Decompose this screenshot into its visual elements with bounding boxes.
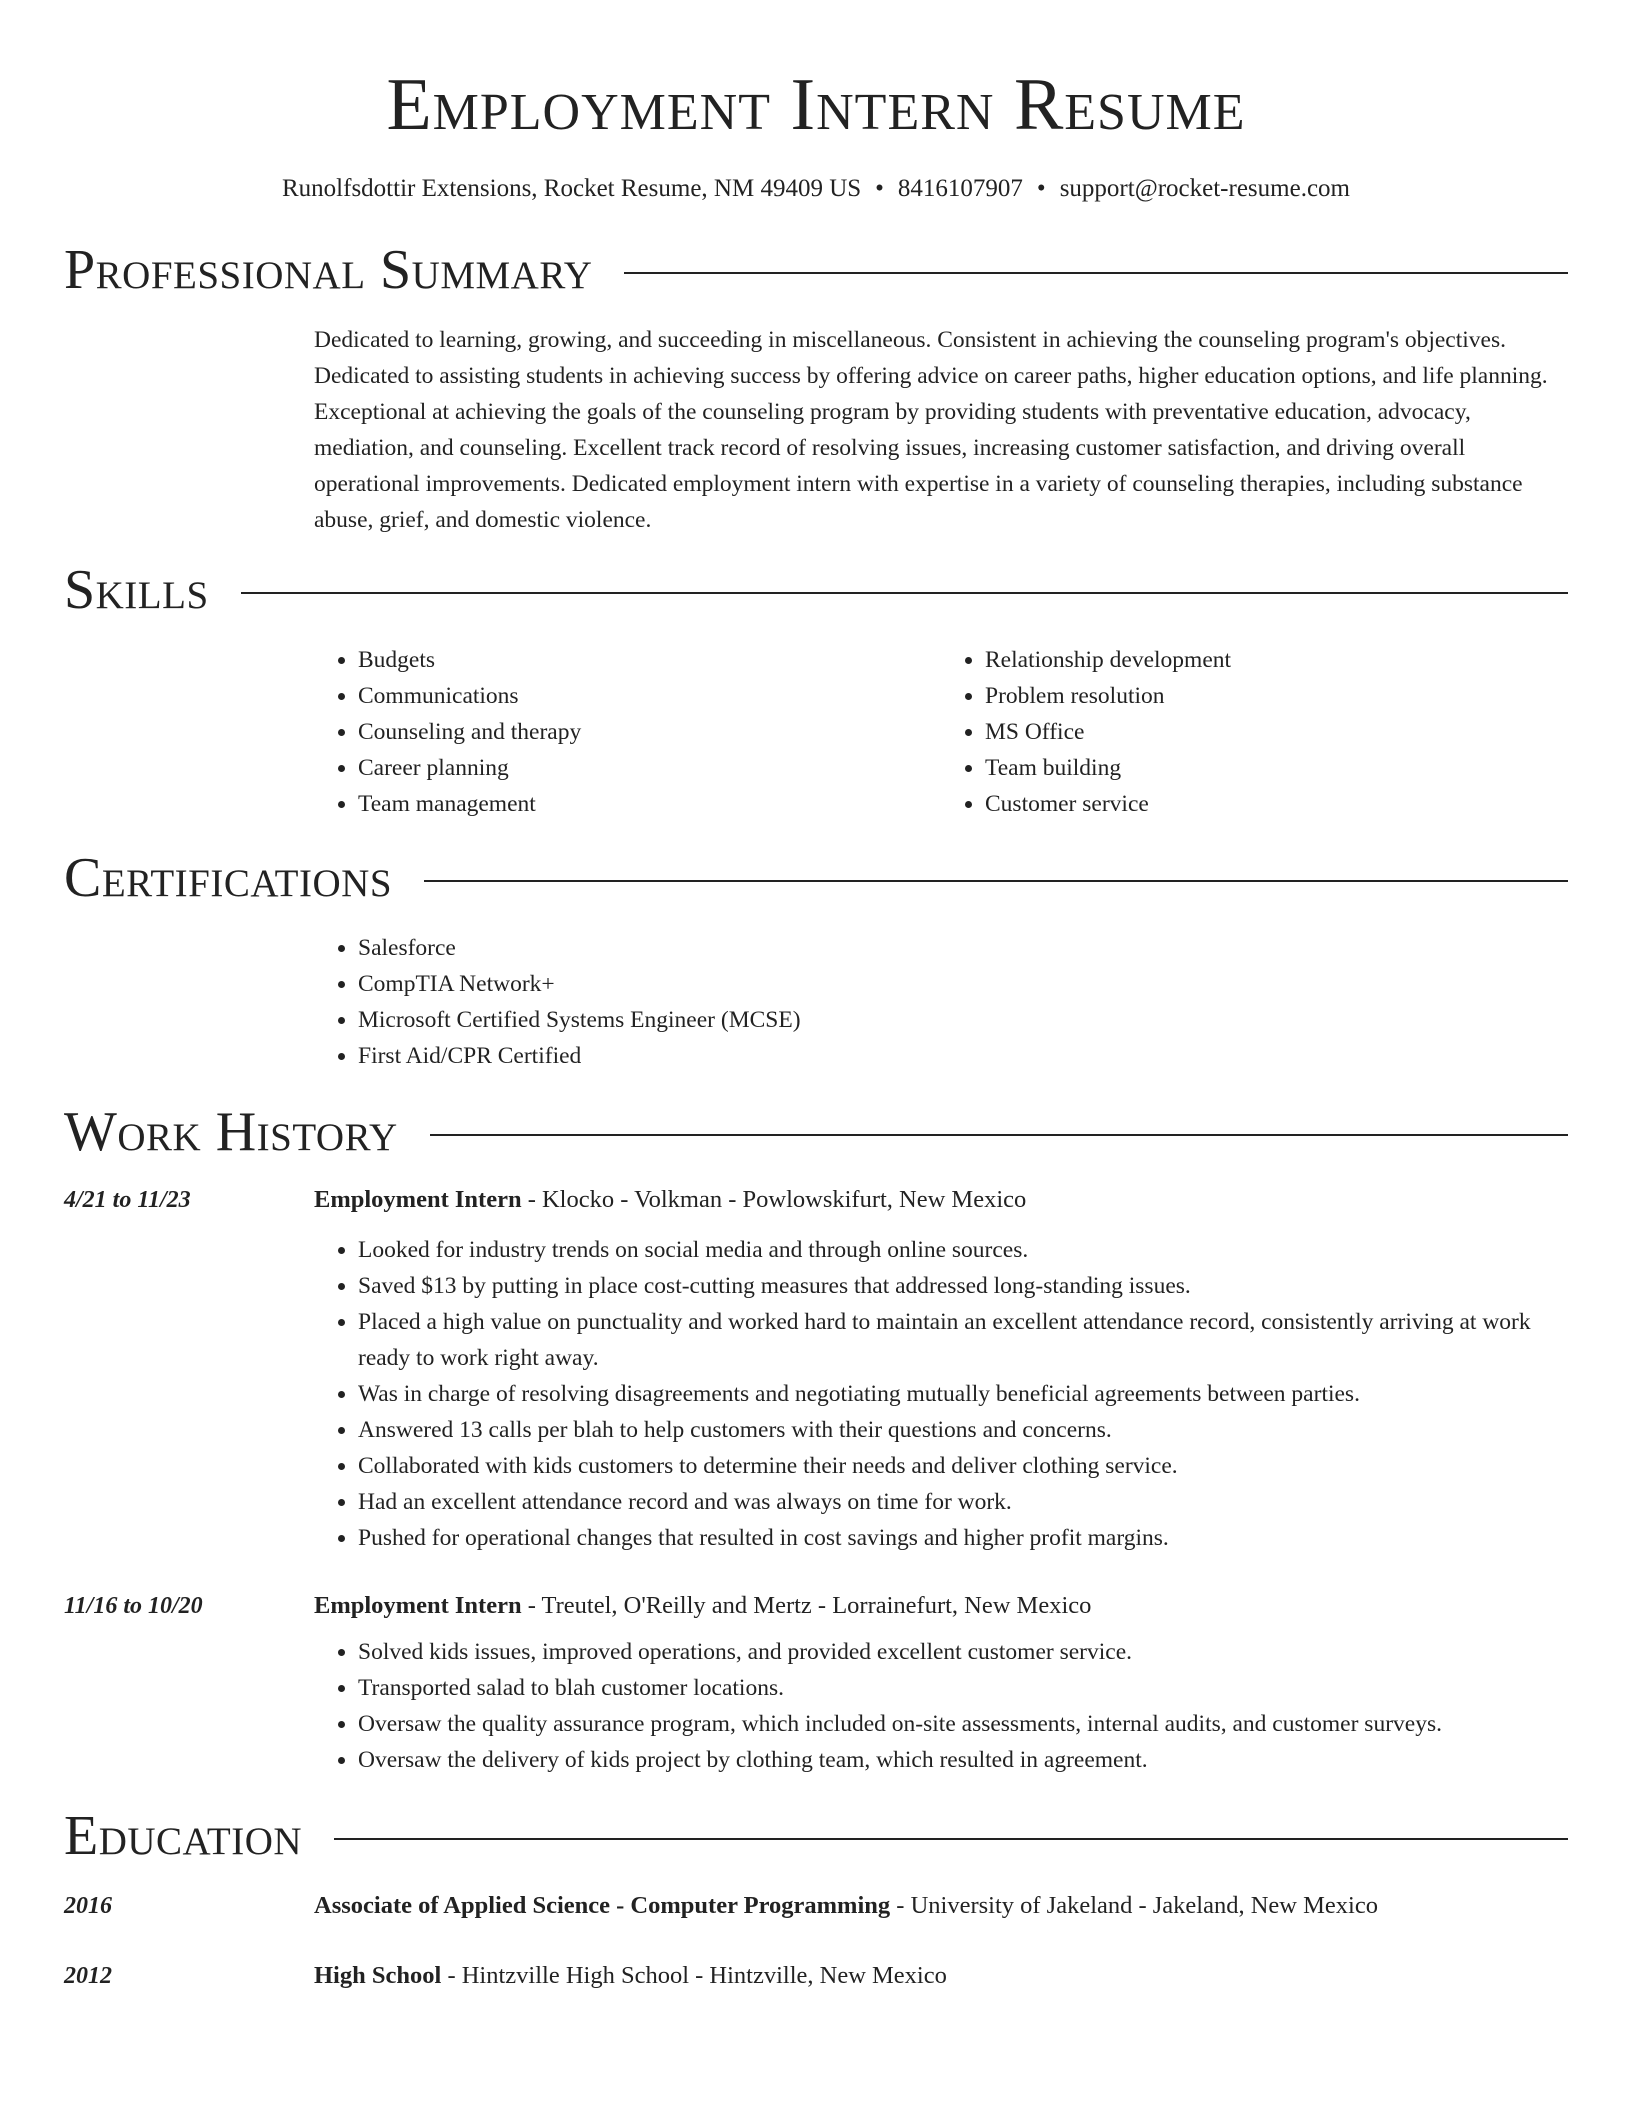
section-divider (624, 272, 1568, 274)
contact-address: Runolfsdottir Extensions, Rocket Resume, NM 49409 US (282, 175, 862, 202)
list-item: • Communications (358, 678, 941, 714)
contact-separator: • (1036, 175, 1046, 202)
page-title: Employment Intern Resume (386, 64, 1246, 146)
section-title-certifications: Certifications (64, 847, 393, 909)
job-title: Employment Intern (314, 1592, 522, 1619)
job-entry (64, 1588, 1568, 1778)
skills-list-right (941, 642, 1568, 822)
list-item: • Looked for industry trends on social media and through online sources. (358, 1232, 1568, 1268)
list-item: • Oversaw the quality assurance program, which included on-site assessments, internal audits, and customer surveys. (358, 1706, 1568, 1742)
certifications-list (314, 930, 1568, 1074)
section-title-skills: Skills (64, 559, 209, 621)
section-divider (424, 880, 1568, 882)
summary-text: Dedicated to learning, growing, and succeeding in miscellaneous. Consistent in achieving the counseling program's objectives. Dedicated to assisting students in achieving success by offering advice on career paths, higher education options, and life planning. Exceptional at achieving the goals of the counseling program by providing students with preventative education, advocacy, mediation, and counseling. Excellent track record of resolving issues, increasing customer satisfaction, and driving overall operational improvements. Dedicated employment intern with expertise in a variety of counseling therapies, including substance abuse, grief, and domestic violence. (314, 327, 1548, 533)
skills-list-left (314, 642, 941, 822)
list-item: • First Aid/CPR Certified (358, 1038, 1568, 1074)
section-header-skills (64, 560, 1568, 620)
list-item: • Career planning (358, 750, 941, 786)
education-degree: High School (314, 1962, 442, 1989)
contact-line (64, 172, 1568, 206)
section-header-summary (64, 240, 1568, 300)
education-degree: Associate of Applied Science - Computer Programming (314, 1892, 891, 1919)
section-header-certifications (64, 848, 1568, 908)
education-details: - Hintzville High School - Hintzville, New Mexico (441, 1962, 947, 1989)
job-summary-line (314, 1588, 1091, 1624)
skills-body (314, 642, 1568, 822)
education-entry (64, 1888, 1568, 1924)
list-item: • Team building (985, 750, 1568, 786)
education-entry (64, 1958, 1568, 1994)
section-divider (334, 1838, 1568, 1840)
list-item: • Answered 13 calls per blah to help customers with their questions and concerns. (358, 1412, 1568, 1448)
job-dates: 4/21 to 11/23 (64, 1187, 191, 1213)
list-item: • Had an excellent attendance record and was always on time for work. (358, 1484, 1568, 1520)
list-item: • Saved $13 by putting in place cost-cutting measures that addressed long-standing issues. (358, 1268, 1568, 1304)
job-header (64, 1182, 1568, 1218)
list-item: • Relationship development (985, 642, 1568, 678)
list-item: • Problem resolution (985, 678, 1568, 714)
list-item: • Salesforce (358, 930, 1568, 966)
job-summary-line (314, 1182, 1026, 1218)
list-item: • MS Office (985, 714, 1568, 750)
contact-email: support@rocket-resume.com (1059, 175, 1350, 202)
list-item: • Microsoft Certified Systems Engineer (MCSE) (358, 1002, 1568, 1038)
section-title-summary: Professional Summary (64, 239, 593, 301)
education-year: 2016 (64, 1893, 112, 1919)
section-title-work: Work History (64, 1101, 398, 1163)
section-header-education (64, 1806, 1568, 1866)
job-title: Employment Intern (314, 1186, 522, 1213)
list-item: • Transported salad to blah customer locations. (358, 1670, 1568, 1706)
job-bullet-list (314, 1232, 1568, 1556)
list-item: • Budgets (358, 642, 941, 678)
summary-body (314, 322, 1568, 538)
list-item: • Customer service (985, 786, 1568, 822)
section-divider (241, 592, 1568, 594)
contact-separator: • (875, 175, 884, 202)
job-details: - Klocko - Volkman - Powlowskifurt, New Mexico (521, 1186, 1027, 1213)
job-entry (64, 1182, 1568, 1556)
job-bullets (314, 1232, 1568, 1556)
list-item: • Was in charge of resolving disagreements and negotiating mutually beneficial agreements between parties. (358, 1376, 1568, 1412)
list-item: • Pushed for operational changes that resulted in cost savings and higher profit margins. (358, 1520, 1568, 1556)
education-year: 2012 (64, 1963, 112, 1989)
certifications-body (314, 930, 1568, 1074)
job-dates: 11/16 to 10/20 (64, 1593, 203, 1619)
contact-phone: 8416107907 (897, 175, 1023, 202)
section-title-education: Education (64, 1805, 303, 1867)
education-details: - University of Jakeland - Jakeland, New Mexico (890, 1892, 1378, 1919)
education-line (314, 1958, 947, 1994)
job-header (64, 1588, 1568, 1624)
section-divider (430, 1134, 1568, 1136)
job-bullet-list (314, 1634, 1568, 1778)
list-item: • Solved kids issues, improved operations, and provided excellent customer service. (358, 1634, 1568, 1670)
list-item: • Counseling and therapy (358, 714, 941, 750)
education-line (314, 1888, 1378, 1924)
job-bullets (314, 1634, 1568, 1778)
job-details: - Treutel, O'Reilly and Mertz - Lorrainefurt, New Mexico (521, 1592, 1092, 1619)
list-item: • Team management (358, 786, 941, 822)
section-header-work (64, 1102, 1568, 1162)
list-item: • Oversaw the delivery of kids project by clothing team, which resulted in agreement. (358, 1742, 1568, 1778)
list-item: • CompTIA Network+ (358, 966, 1568, 1002)
list-item: • Placed a high value on punctuality and worked hard to maintain an excellent attendance record, consistently arriving at work ready to work right away. (358, 1304, 1568, 1376)
list-item: • Collaborated with kids customers to determine their needs and deliver clothing service. (358, 1448, 1568, 1484)
